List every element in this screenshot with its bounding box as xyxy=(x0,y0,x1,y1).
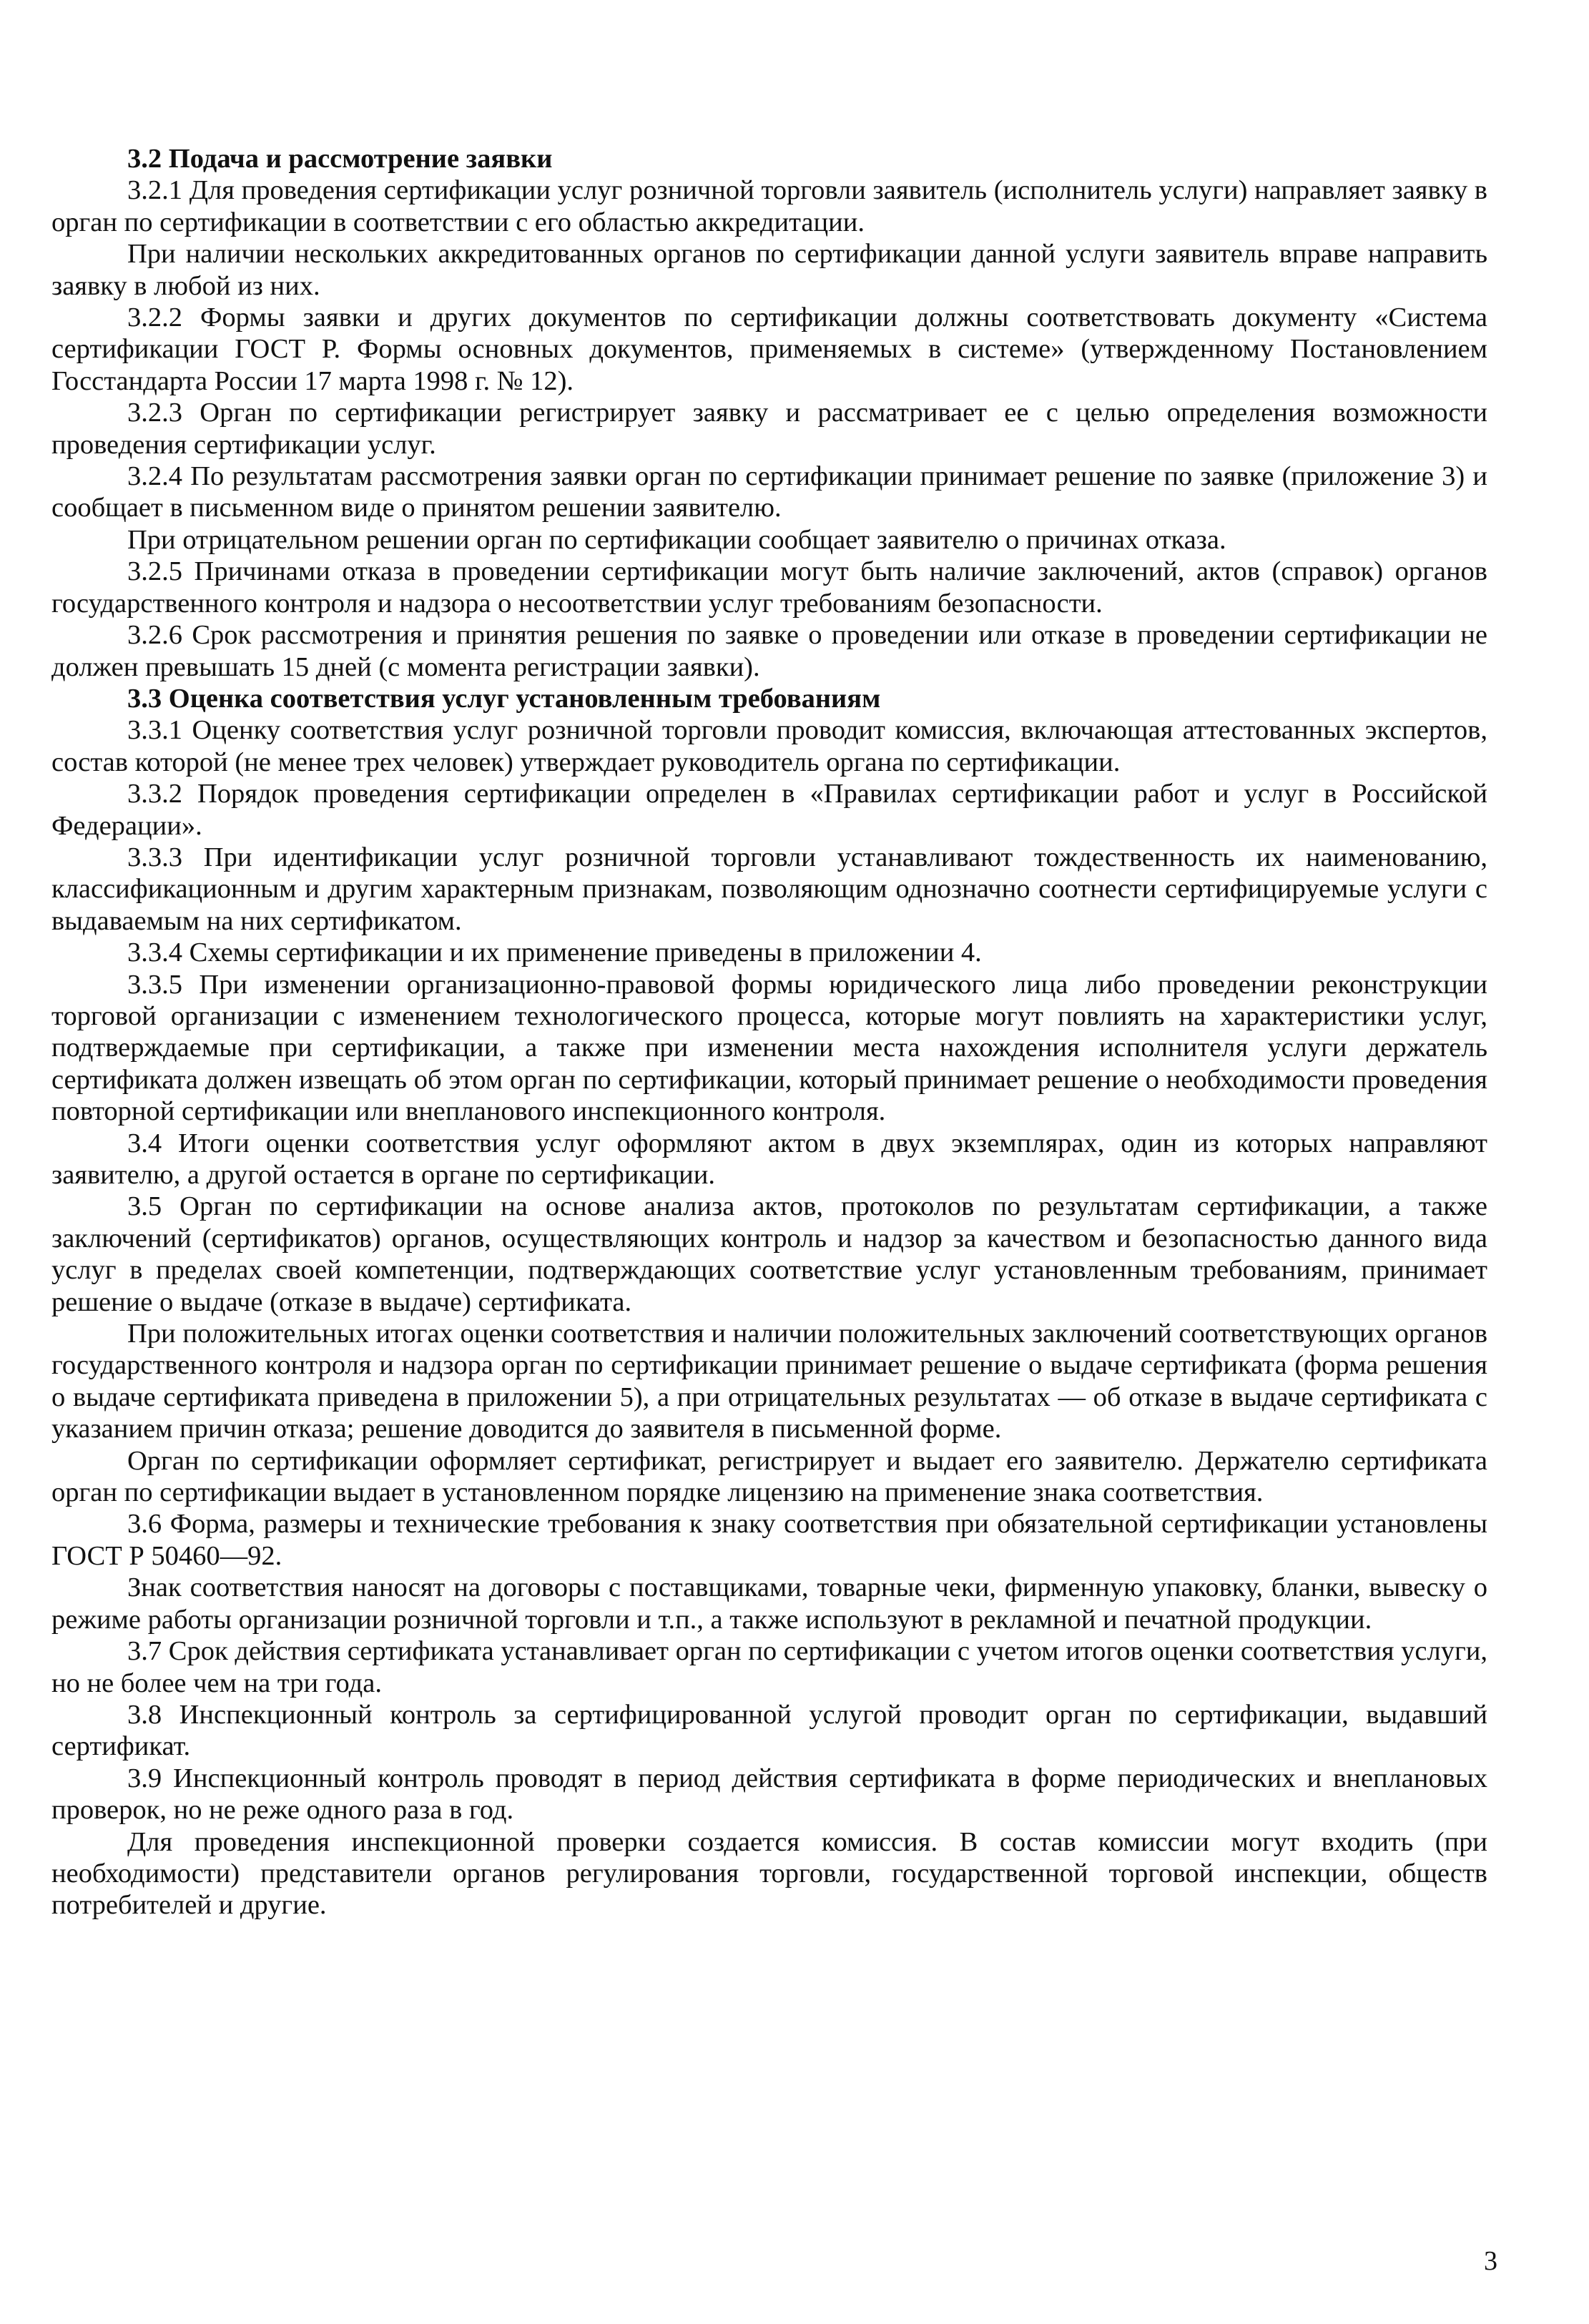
paragraph-3-2-6: 3.2.6 Срок рассмотрения и принятия решения по заявке о проведении или отказе в проведении сертификации не должен превышать 15 дней (с момента регистрации заявки). xyxy=(51,620,1487,682)
paragraph-3-2-2: 3.2.2 Формы заявки и других документов по сертификации должны соответствовать документу «Система сертификации ГОСТ Р. Формы основных документов, применяемых в системе» (утвержденному Постановлением Госстандарта России 17 марта 1998 г. № 12). xyxy=(51,302,1487,396)
paragraph-3-3-3: 3.3.3 При идентификации услуг розничной торговли устанавливают тождественность их наименованию, классификационным и другим характерным признакам, позволяющим однозначно соотнести сертифицируемые услуги с выдаваемым на них сертификатом. xyxy=(51,842,1487,936)
paragraph-3-9: 3.9 Инспекционный контроль проводят в период действия сертификата в форме периодических и внеплановых проверок, но не реже одного раза в год. xyxy=(51,1763,1487,1826)
paragraph-3-3-2: 3.3.2 Порядок проведения сертификации определен в «Правилах сертификации работ и услуг в Российской Федерации». xyxy=(51,779,1487,841)
paragraph-3-2-4-cont: При отрицательном решении орган по сертификации сообщает заявителю о причинах отказа. xyxy=(127,524,1226,555)
document-page xyxy=(51,143,1487,1921)
page-number: 3 xyxy=(1484,2246,1497,2276)
paragraph-3-4: 3.4 Итоги оценки соответствия услуг оформляют актом в двух экземплярах, один из которых направляют заявителю, а другой остается в органе по сертификации. xyxy=(51,1128,1487,1190)
paragraph-3-2-1-cont: При наличии нескольких аккредитованных органов по сертификации данной услуги заявитель вправе направить заявку в любой из них. xyxy=(51,239,1487,301)
paragraph-3-3-5: 3.3.5 При изменении организационно-правовой формы юридического лица либо проведении реконструкции торговой организации с изменением технологического процесса, которые могут повлиять на характеристики услуг, подтверждаемые при сертификации, а также при изменении места нахождения исполнителя услуги держатель сертификата должен извещать об этом орган по сертификации, который принимает решение о необходимости проведения повторной сертификации или внепланового инспекционного контроля. xyxy=(51,969,1487,1127)
paragraph-3-2-4: 3.2.4 По результатам рассмотрения заявки орган по сертификации принимает решение по заявке (приложение 3) и сообщает в письменном виде о принятом решении заявителю. xyxy=(51,461,1487,523)
section-heading-3-3: 3.3 Оценка соответствия услуг установленным требованиям xyxy=(127,683,881,714)
paragraph-3-8: 3.8 Инспекционный контроль за сертифицированной услугой проводит орган по сертификации, выдавший сертификат. xyxy=(51,1699,1487,1762)
section-heading-3-2: 3.2 Подача и рассмотрение заявки xyxy=(127,144,553,174)
paragraph-3-5: 3.5 Орган по сертификации на основе анализа актов, протоколов по результатам сертификации, а также заключений (сертификатов) органов, осуществляющих контроль и надзор за качеством и безопасностью данного вида услуг в пределах своей компетенции, подтверждающих соответствие услуг установленным требованиям, принимает решение о выдаче (отказе в выдаче) сертификата. xyxy=(51,1191,1487,1317)
paragraph-3-6-cont: Знак соответствия наносят на договоры с поставщиками, товарные чеки, фирменную упаковку, бланки, вывеску о режиме работы организации розничной торговли и т.п., а также используют в рекламной и печатной продукции. xyxy=(51,1572,1487,1635)
paragraph-3-2-1: 3.2.1 Для проведения сертификации услуг розничной торговли заявитель (исполнитель услуги) направляет заявку в орган по сертификации в соответствии с его областью аккредитации. xyxy=(51,175,1487,237)
paragraph-3-7: 3.7 Срок действия сертификата устанавливает орган по сертификации с учетом итогов оценки соответствия услуги, но не более чем на три года. xyxy=(51,1636,1487,1698)
paragraph-3-2-5: 3.2.5 Причинами отказа в проведении сертификации могут быть наличие заключений, актов (справок) органов государственного контроля и надзора о несоответствии услуг требованиям безопасности. xyxy=(51,556,1487,619)
paragraph-3-9-cont: Для проведения инспекционной проверки создается комиссия. В состав комиссии могут входить (при необходимости) представители органов регулирования торговли, государственной торговой инспекции, обществ потребителей и другие. xyxy=(51,1826,1487,1921)
paragraph-3-3-4: 3.3.4 Схемы сертификации и их применение приведены в приложении 4. xyxy=(127,937,982,968)
paragraph-3-5-cont-2: Орган по сертификации оформляет сертификат, регистрирует и выдает его заявителю. Держателю сертификата орган по сертификации выдает в установленном порядке лицензию на применение знака соответствия. xyxy=(51,1445,1487,1508)
paragraph-3-5-cont-1: При положительных итогах оценки соответствия и наличии положительных заключений соответствующих органов государственного контроля и надзора орган по сертификации принимает решение о выдаче сертификата (форма решения о выдаче сертификата приведена в приложении 5), а при отрицательных результатах — об отказе в выдаче сертификата с указанием причин отказа; решение доводится до заявителя в письменной форме. xyxy=(51,1319,1487,1444)
paragraph-3-2-3: 3.2.3 Орган по сертификации регистрирует заявку и рассматривает ее с целью определения возможности проведения сертификации услуг. xyxy=(51,398,1487,460)
paragraph-3-6: 3.6 Форма, размеры и технические требования к знаку соответствия при обязательной сертификации установлены ГОСТ Р 50460—92. xyxy=(51,1509,1487,1571)
paragraph-3-3-1: 3.3.1 Оценку соответствия услуг розничной торговли проводит комиссия, включающая аттестованных экспертов, состав которой (не менее трех человек) утверждает руководитель органа по сертификации. xyxy=(51,715,1487,777)
